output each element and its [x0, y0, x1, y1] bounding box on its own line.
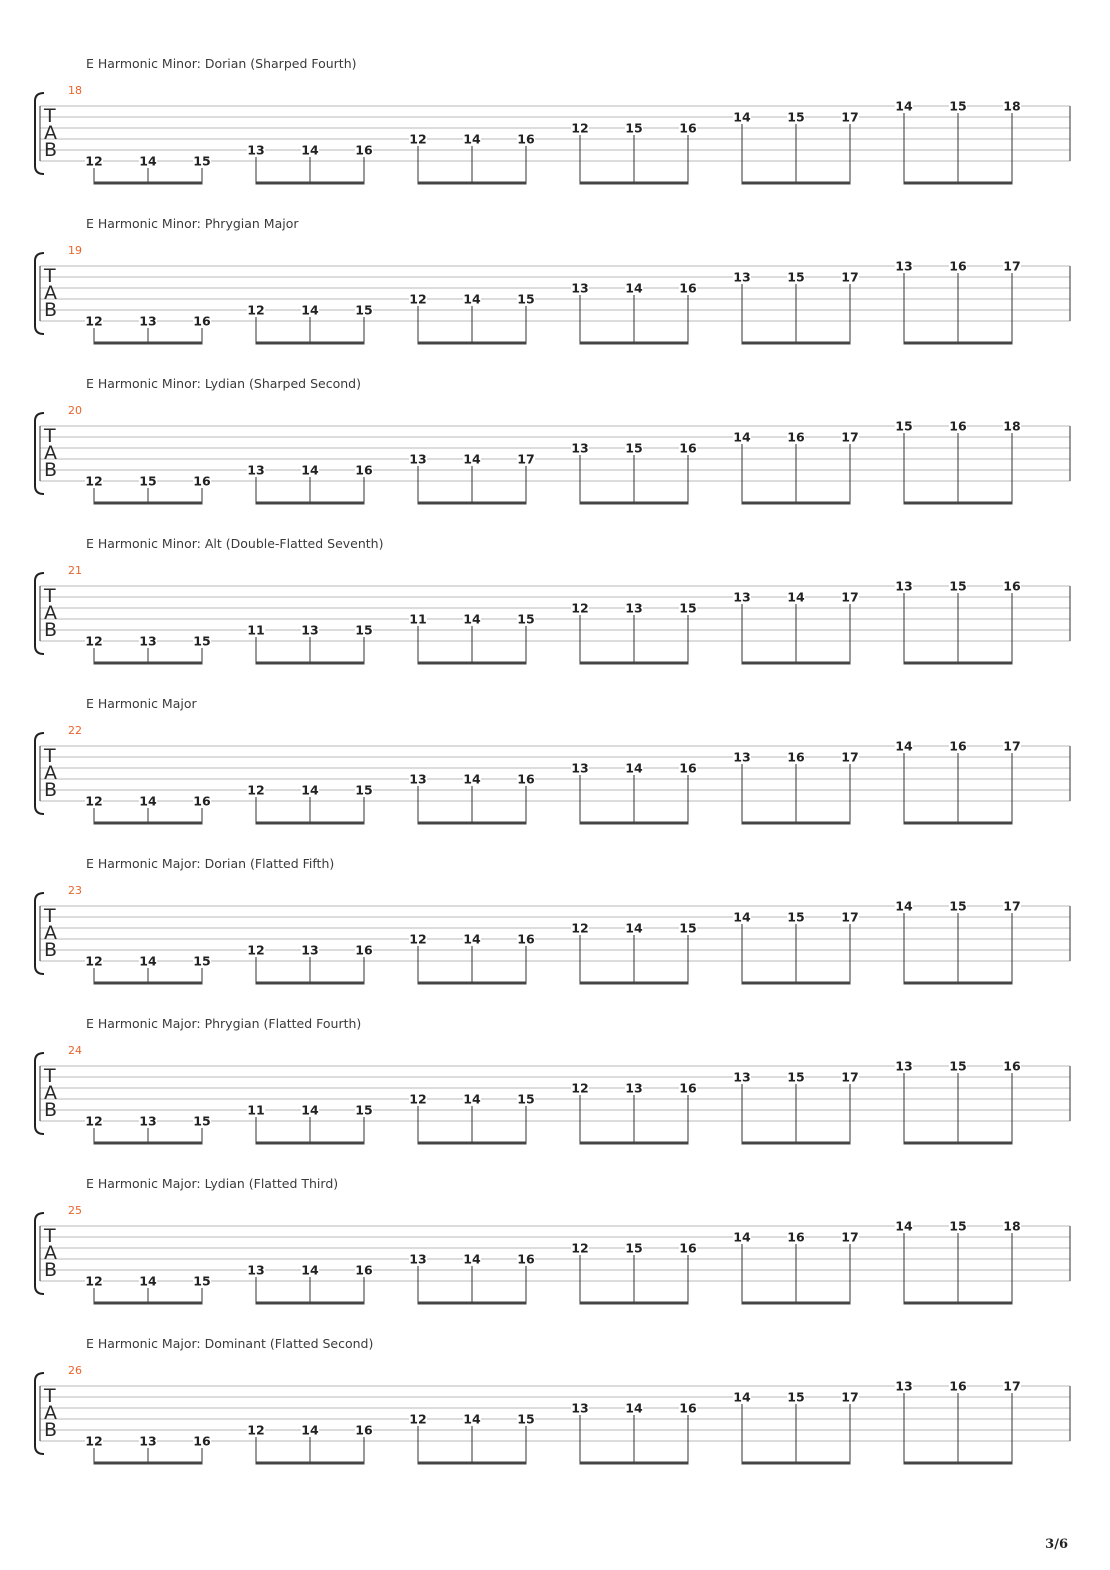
fret-number: 13: [571, 440, 589, 456]
fret-number: 14: [625, 760, 643, 776]
fret-number: 14: [625, 280, 643, 296]
fret-number: 16: [355, 942, 373, 958]
fret-number: 13: [733, 589, 751, 605]
fret-number: 18: [1003, 1218, 1021, 1234]
fret-number: 16: [355, 462, 373, 478]
fret-number: 14: [301, 1102, 319, 1118]
fret-number: 14: [301, 462, 319, 478]
tab-clef-letter: T: [44, 745, 56, 767]
fret-number: 15: [625, 1240, 643, 1256]
fret-number: 15: [355, 1102, 373, 1118]
fret-number: 15: [949, 98, 967, 114]
fret-number: 13: [571, 760, 589, 776]
fret-number: 15: [355, 302, 373, 318]
tab-clef-letter: B: [44, 299, 58, 321]
tab-clef-letter: T: [44, 105, 56, 127]
fret-number: 17: [841, 749, 859, 765]
fret-number: 15: [787, 1069, 805, 1085]
measure-number: 22: [68, 724, 82, 737]
fret-number: 13: [571, 1400, 589, 1416]
measure-number: 26: [68, 1364, 82, 1377]
fret-number: 14: [463, 131, 481, 147]
fret-number: 14: [463, 1091, 481, 1107]
measure-number: 19: [68, 244, 82, 257]
fret-number: 14: [139, 1273, 157, 1289]
fret-number: 16: [949, 738, 967, 754]
tab-staff: [0, 696, 1110, 836]
tab-clef-letter: B: [44, 139, 58, 161]
fret-number: 13: [895, 258, 913, 274]
fret-number: 16: [517, 1251, 535, 1267]
fret-number: 17: [1003, 738, 1021, 754]
fret-number: 14: [139, 793, 157, 809]
fret-number: 14: [139, 953, 157, 969]
tab-clef-letter: B: [44, 1259, 58, 1281]
page-number: 3/6: [1045, 1537, 1068, 1552]
fret-number: 13: [409, 451, 427, 467]
fret-number: 12: [247, 1422, 265, 1438]
fret-number: 12: [571, 600, 589, 616]
fret-number: 14: [463, 291, 481, 307]
fret-number: 13: [625, 600, 643, 616]
fret-number: 13: [247, 462, 265, 478]
fret-number: 17: [841, 1389, 859, 1405]
tab-clef-letter: A: [44, 1402, 57, 1424]
fret-number: 14: [895, 98, 913, 114]
tab-clef-letter: A: [44, 1082, 57, 1104]
fret-number: 16: [787, 429, 805, 445]
fret-number: 16: [679, 1080, 697, 1096]
fret-number: 13: [247, 1262, 265, 1278]
scale-title: E Harmonic Minor: Phrygian Major: [86, 216, 299, 231]
scale-title: E Harmonic Major: Dominant (Flatted Second): [86, 1336, 374, 1351]
tab-clef-letter: T: [44, 425, 56, 447]
fret-number: 15: [949, 1058, 967, 1074]
fret-number: 16: [679, 440, 697, 456]
fret-number: 17: [1003, 1378, 1021, 1394]
tab-clef-letter: A: [44, 442, 57, 464]
fret-number: 16: [355, 1422, 373, 1438]
fret-number: 16: [787, 1229, 805, 1245]
fret-number: 12: [85, 1433, 103, 1449]
fret-number: 17: [841, 109, 859, 125]
tab-staff: [0, 376, 1110, 516]
fret-number: 11: [247, 622, 265, 638]
fret-number: 18: [1003, 418, 1021, 434]
fret-number: 16: [787, 749, 805, 765]
tab-clef-letter: T: [44, 585, 56, 607]
tab-clef-letter: T: [44, 265, 56, 287]
fret-number: 16: [949, 1378, 967, 1394]
fret-number: 17: [841, 269, 859, 285]
tab-system: [0, 536, 1110, 696]
fret-number: 17: [517, 451, 535, 467]
measure-number: 24: [68, 1044, 82, 1057]
fret-number: 17: [1003, 258, 1021, 274]
fret-number: 15: [517, 1091, 535, 1107]
fret-number: 13: [895, 578, 913, 594]
fret-number: 15: [193, 1113, 211, 1129]
tab-staff: [0, 56, 1110, 196]
fret-number: 15: [895, 418, 913, 434]
scale-title: E Harmonic Major: Dorian (Flatted Fifth): [86, 856, 335, 871]
tab-system: [0, 696, 1110, 856]
scale-title: E Harmonic Major: Phrygian (Flatted Fourth): [86, 1016, 362, 1031]
fret-number: 14: [463, 771, 481, 787]
fret-number: 14: [895, 1218, 913, 1234]
fret-number: 15: [625, 120, 643, 136]
tab-clef-letter: A: [44, 282, 57, 304]
scale-title: E Harmonic Major: [86, 696, 197, 711]
fret-number: 14: [301, 782, 319, 798]
fret-number: 16: [517, 771, 535, 787]
fret-number: 12: [85, 1113, 103, 1129]
fret-number: 14: [463, 1411, 481, 1427]
tab-system: [0, 1176, 1110, 1336]
fret-number: 15: [949, 1218, 967, 1234]
fret-number: 13: [733, 269, 751, 285]
fret-number: 12: [409, 291, 427, 307]
measure-number: 23: [68, 884, 82, 897]
fret-number: 13: [301, 622, 319, 638]
fret-number: 16: [193, 793, 211, 809]
tab-clef-letter: T: [44, 1065, 56, 1087]
fret-number: 12: [85, 153, 103, 169]
fret-number: 14: [733, 909, 751, 925]
fret-number: 16: [517, 131, 535, 147]
fret-number: 12: [85, 313, 103, 329]
fret-number: 15: [949, 578, 967, 594]
fret-number: 15: [517, 1411, 535, 1427]
tab-staff: [0, 1016, 1110, 1156]
fret-number: 14: [301, 302, 319, 318]
tab-staff: [0, 216, 1110, 356]
fret-number: 14: [463, 1251, 481, 1267]
fret-number: 16: [679, 1400, 697, 1416]
tab-system: [0, 376, 1110, 536]
tab-clef-letter: T: [44, 1225, 56, 1247]
fret-number: 14: [625, 1400, 643, 1416]
fret-number: 14: [895, 898, 913, 914]
fret-number: 16: [679, 120, 697, 136]
fret-number: 17: [841, 429, 859, 445]
fret-number: 16: [679, 760, 697, 776]
scale-title: E Harmonic Major: Lydian (Flatted Third): [86, 1176, 339, 1191]
fret-number: 14: [301, 1262, 319, 1278]
fret-number: 13: [409, 771, 427, 787]
tab-staff: [0, 856, 1110, 996]
fret-number: 16: [1003, 578, 1021, 594]
tab-system: [0, 1016, 1110, 1176]
fret-number: 15: [193, 1273, 211, 1289]
fret-number: 16: [193, 473, 211, 489]
fret-number: 15: [517, 611, 535, 627]
fret-number: 17: [841, 909, 859, 925]
fret-number: 11: [247, 1102, 265, 1118]
fret-number: 12: [85, 633, 103, 649]
scale-title: E Harmonic Minor: Dorian (Sharped Fourth): [86, 56, 357, 71]
fret-number: 15: [193, 633, 211, 649]
fret-number: 13: [409, 1251, 427, 1267]
fret-number: 12: [247, 942, 265, 958]
fret-number: 12: [247, 782, 265, 798]
fret-number: 17: [1003, 898, 1021, 914]
tab-clef-letter: T: [44, 1385, 56, 1407]
fret-number: 14: [733, 429, 751, 445]
fret-number: 15: [679, 920, 697, 936]
tab-staff: [0, 1176, 1110, 1316]
fret-number: 14: [733, 1229, 751, 1245]
tab-system: [0, 856, 1110, 1016]
fret-number: 15: [193, 153, 211, 169]
fret-number: 12: [409, 1411, 427, 1427]
fret-number: 12: [85, 473, 103, 489]
fret-number: 12: [85, 1273, 103, 1289]
fret-number: 13: [733, 749, 751, 765]
fret-number: 16: [679, 1240, 697, 1256]
tab-system: [0, 1336, 1110, 1496]
fret-number: 14: [895, 738, 913, 754]
tab-clef-letter: B: [44, 1099, 58, 1121]
fret-number: 16: [949, 418, 967, 434]
fret-number: 14: [463, 931, 481, 947]
fret-number: 12: [571, 1240, 589, 1256]
fret-number: 12: [571, 920, 589, 936]
fret-number: 17: [841, 589, 859, 605]
fret-number: 14: [733, 109, 751, 125]
fret-number: 14: [787, 589, 805, 605]
fret-number: 14: [463, 611, 481, 627]
fret-number: 16: [1003, 1058, 1021, 1074]
fret-number: 13: [139, 1113, 157, 1129]
fret-number: 13: [247, 142, 265, 158]
fret-number: 14: [301, 1422, 319, 1438]
fret-number: 14: [463, 451, 481, 467]
fret-number: 17: [841, 1229, 859, 1245]
scale-title: E Harmonic Minor: Lydian (Sharped Second): [86, 376, 361, 391]
tab-system: [0, 216, 1110, 376]
measure-number: 25: [68, 1204, 82, 1217]
tab-clef-letter: B: [44, 779, 58, 801]
fret-number: 16: [679, 280, 697, 296]
fret-number: 15: [139, 473, 157, 489]
fret-number: 11: [409, 611, 427, 627]
fret-number: 15: [193, 953, 211, 969]
scale-title: E Harmonic Minor: Alt (Double-Flatted Seventh): [86, 536, 384, 551]
tab-clef-letter: B: [44, 939, 58, 961]
fret-number: 16: [949, 258, 967, 274]
fret-number: 17: [841, 1069, 859, 1085]
tab-clef-letter: B: [44, 1419, 58, 1441]
fret-number: 12: [409, 131, 427, 147]
fret-number: 15: [355, 622, 373, 638]
fret-number: 13: [895, 1378, 913, 1394]
fret-number: 15: [787, 109, 805, 125]
tab-clef-letter: A: [44, 122, 57, 144]
fret-number: 16: [355, 142, 373, 158]
fret-number: 13: [895, 1058, 913, 1074]
fret-number: 14: [139, 153, 157, 169]
fret-number: 15: [679, 600, 697, 616]
fret-number: 15: [355, 782, 373, 798]
fret-number: 15: [787, 1389, 805, 1405]
fret-number: 13: [139, 633, 157, 649]
fret-number: 15: [517, 291, 535, 307]
fret-number: 16: [355, 1262, 373, 1278]
fret-number: 13: [139, 313, 157, 329]
fret-number: 15: [949, 898, 967, 914]
tab-clef-letter: A: [44, 922, 57, 944]
fret-number: 12: [247, 302, 265, 318]
tab-system: [0, 56, 1110, 216]
tab-clef-letter: A: [44, 1242, 57, 1264]
fret-number: 13: [733, 1069, 751, 1085]
fret-number: 16: [193, 313, 211, 329]
tab-staff: [0, 536, 1110, 676]
fret-number: 13: [571, 280, 589, 296]
fret-number: 18: [1003, 98, 1021, 114]
measure-number: 18: [68, 84, 82, 97]
tab-staff: [0, 1336, 1110, 1476]
fret-number: 16: [517, 931, 535, 947]
fret-number: 13: [139, 1433, 157, 1449]
tab-clef-letter: A: [44, 762, 57, 784]
fret-number: 12: [85, 793, 103, 809]
tab-clef-letter: T: [44, 905, 56, 927]
tab-clef-letter: B: [44, 459, 58, 481]
fret-number: 12: [409, 1091, 427, 1107]
fret-number: 14: [301, 142, 319, 158]
fret-number: 15: [787, 909, 805, 925]
fret-number: 15: [787, 269, 805, 285]
fret-number: 15: [625, 440, 643, 456]
fret-number: 12: [85, 953, 103, 969]
fret-number: 14: [733, 1389, 751, 1405]
fret-number: 14: [625, 920, 643, 936]
fret-number: 13: [301, 942, 319, 958]
fret-number: 12: [409, 931, 427, 947]
measure-number: 20: [68, 404, 82, 417]
fret-number: 12: [571, 1080, 589, 1096]
tab-clef-letter: B: [44, 619, 58, 641]
fret-number: 12: [571, 120, 589, 136]
measure-number: 21: [68, 564, 82, 577]
fret-number: 16: [193, 1433, 211, 1449]
fret-number: 13: [625, 1080, 643, 1096]
tab-clef-letter: A: [44, 602, 57, 624]
